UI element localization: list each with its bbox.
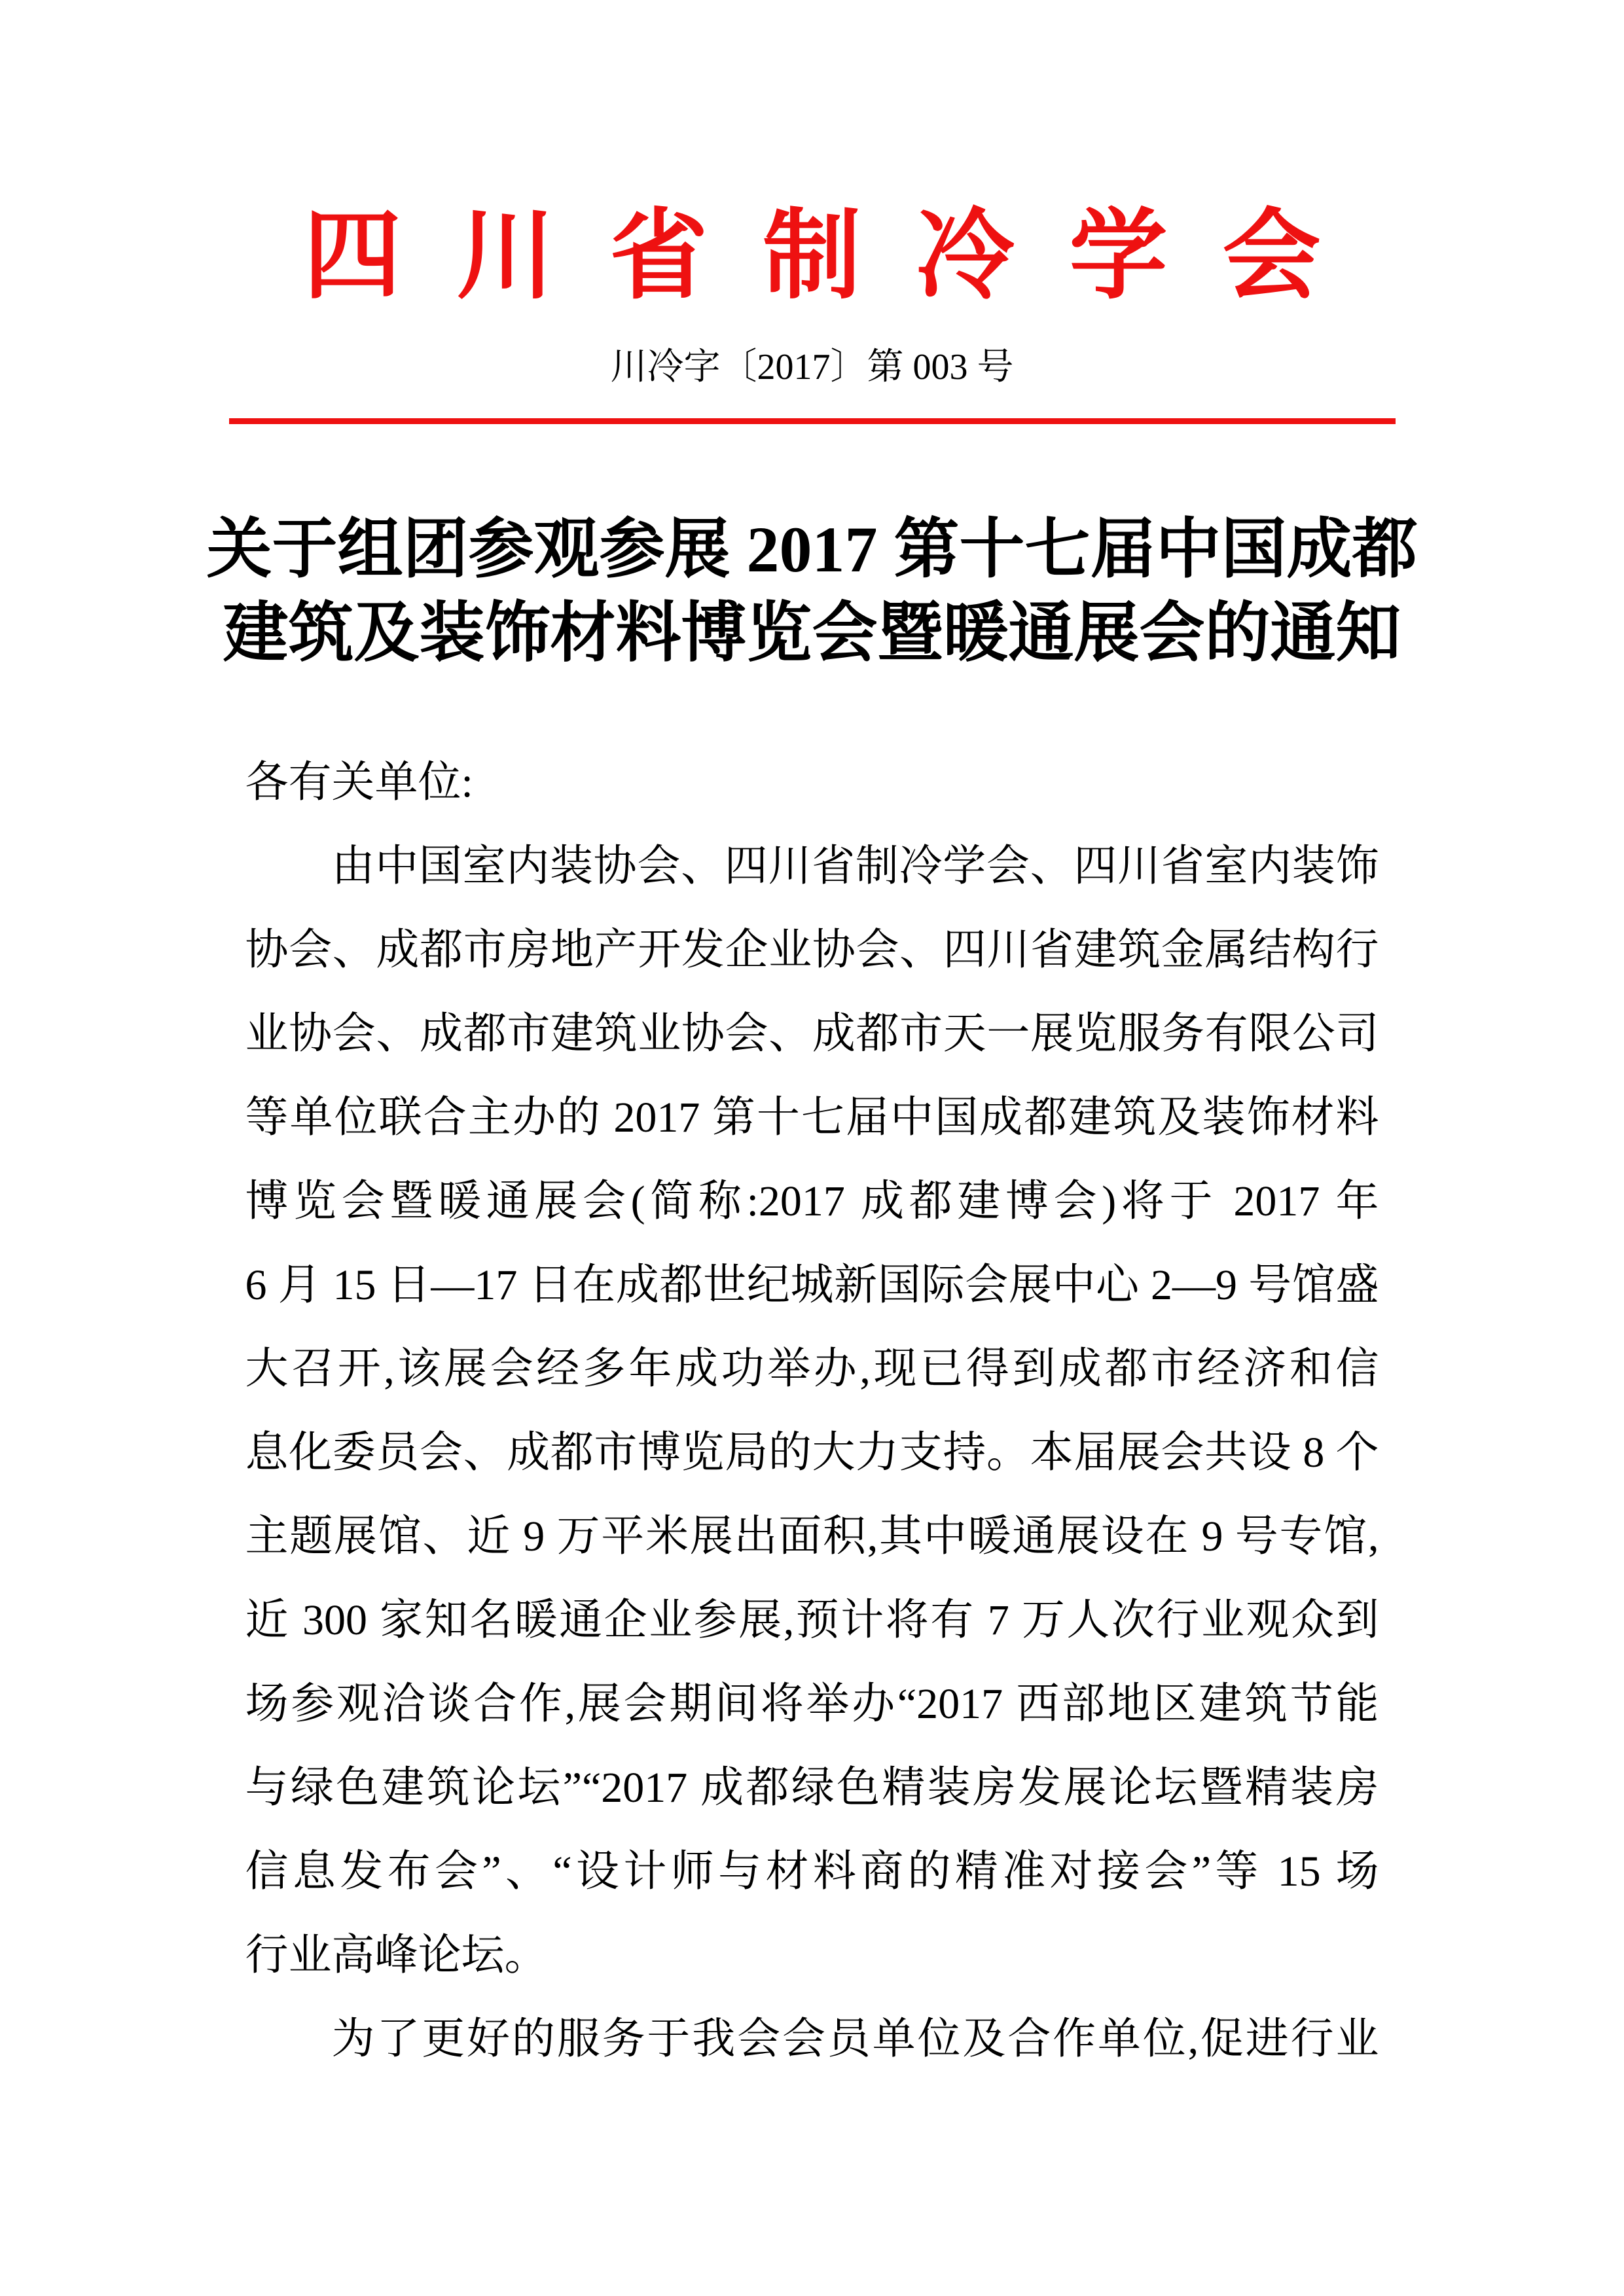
body-line: 大召开,该展会经多年成功举办,现已得到成都市经济和信 <box>245 1345 1379 1393</box>
body-line: 主题展馆、近 9 万平米展出面积,其中暖通展设在 9 号专馆, <box>245 1513 1379 1560</box>
body-line: 6 月 15 日—17 日在成都世纪城新国际会展中心 2—9 号馆盛 <box>245 1261 1379 1309</box>
salutation: 各有关单位: <box>245 759 473 806</box>
body-line: 为了更好的服务于我会会员单位及合作单位,促进行业 <box>331 2015 1379 2063</box>
document-title <box>0 508 1624 675</box>
document-body <box>245 741 1379 2081</box>
body-line: 场参观洽谈合作,展会期间将举办“2017 西部地区建筑节能 <box>245 1680 1379 1728</box>
body-line: 协会、成都市房地产开发企业协会、四川省建筑金属结构行 <box>245 926 1379 974</box>
body-line: 行业高峰论坛。 <box>245 1931 548 1979</box>
body-line: 博览会暨暖通展会(简称:2017 成都建博会)将于 2017 年 <box>245 1177 1379 1225</box>
paragraph-2 <box>245 1998 1379 2081</box>
body-line: 与绿色建筑论坛”“2017 成都绿色精装房发展论坛暨精装房 <box>245 1764 1379 1812</box>
body-line: 业协会、成都市建筑业协会、成都市天一展览服务有限公司 <box>245 1010 1379 1058</box>
body-line: 信息发布会”、“设计师与材料商的精准对接会”等 15 场 <box>245 1848 1379 1895</box>
body-line: 息化委员会、成都市博览局的大力支持。本届展会共设 8 个 <box>245 1429 1379 1477</box>
red-divider-rule <box>229 418 1396 424</box>
title-line-1: 关于组团参观参展 2017 第十七届中国成都 <box>206 513 1418 586</box>
body-line: 等单位联合主办的 2017 第十七届中国成都建筑及装饰材料 <box>245 1094 1379 1141</box>
doc-number: 川冷字〔2017〕第 003 号 <box>610 347 1014 387</box>
org-name-text: 四川省制冷学会 <box>303 202 1376 311</box>
body-line: 由中国室内装协会、四川省制冷学会、四川省室内装饰 <box>331 842 1379 890</box>
letterhead-org-name <box>0 203 1624 311</box>
paragraph-1 <box>245 825 1379 1998</box>
body-line: 近 300 家知名暖通企业参展,预计将有 7 万人次行业观众到 <box>245 1596 1379 1644</box>
title-line-2: 建筑及装饰材料博览会暨暖通展会的通知 <box>223 597 1401 670</box>
